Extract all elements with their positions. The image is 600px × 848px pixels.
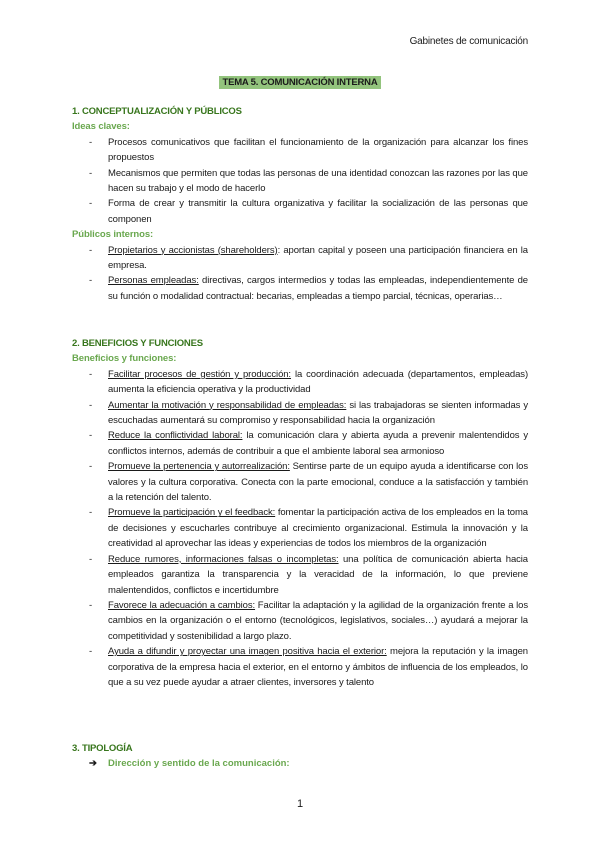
page-number: 1 [296, 798, 304, 810]
list-item [72, 243, 528, 274]
description: la comunicación clara y abierta ayuda a prevenir malentendidos y conflictos internos, además de contribuir a que el ambiente laboral sea armonioso [108, 430, 528, 457]
term: Facilitar procesos de gestión y producción: [108, 368, 291, 380]
list-item [72, 598, 528, 644]
list-item [72, 505, 528, 551]
list-item: - Mecanismos que permiten que todas las personas de una identidad conozcan las razones por las que hacen su trabajo y el modo de hacerlo [72, 166, 528, 197]
term: Reduce rumores, informaciones falsas o incompletas: [108, 553, 339, 565]
description: Facilitar la adaptación y la agilidad de la organización frente a los cambios en la organización o el entorno (tecnológicos, legislativos, sociales…) ayudará a mejorar la competitividad y sostenibilidad a largo plazo. [108, 599, 528, 642]
section-title: 3. TIPOLOGÍA [72, 743, 133, 754]
section-conceptualizacion [72, 104, 528, 304]
section-tipologia [72, 741, 528, 772]
term: Favorece la adecuación a cambios: [108, 599, 256, 611]
subheading-ideas: Ideas claves: [72, 121, 130, 133]
list-item: - Forma de crear y transmitir la cultura organizativa y facilitar la socialización de las personas que componen [72, 196, 528, 227]
list-item: - Procesos comunicativos que facilitan el funcionamiento de la organización para alcanzar los fines propuestos [72, 135, 528, 166]
list-item [72, 459, 528, 505]
description: Sentirse parte de un equipo ayuda a identificarse con los valores y la cultura corporativa. Conecta con la parte emocional, conduce a la satisfacción y también a la retención del talento. [108, 461, 528, 504]
description: mejora la reputación y la imagen corporativa de la empresa hacia el exterior, en el entorno y ámbitos de influencia de los empleados, lo que a su vez puede ayudar a atraer clientes, inversores y talento [108, 646, 528, 688]
term: Promueve la pertenencia y autorrealización: [108, 461, 290, 473]
term: Reduce la conflictividad laboral: [108, 430, 243, 442]
subheading-publicos: Públicos internos: [72, 229, 154, 241]
description: si las trabajadoras se sienten informadas y escuchadas aumentará su compromiso y responsabilidad hacia la organización [108, 399, 528, 427]
term: Promueve la participación y el feedback: [108, 507, 276, 519]
section-title: 1. CONCEPTUALIZACIÓN Y PÚBLICOS [72, 106, 242, 117]
term: Ayuda a difundir y proyectar una imagen positiva hacia el exterior: [108, 646, 387, 658]
description: la coordinación adecuada (departamentos, empleadas) aumenta la eficiencia operativa y la productividad [108, 368, 529, 396]
publicos-list [72, 243, 528, 305]
running-header: Gabinetes de comunicación [409, 36, 528, 47]
term: Aumentar la motivación y responsabilidad de empleadas: [108, 399, 347, 411]
section-title: 2. BENEFICIOS Y FUNCIONES [72, 338, 203, 349]
term: Personas empleadas: [108, 275, 199, 287]
term: Propietarios y accionistas (shareholders) [108, 244, 278, 256]
document-title: TEMA 5. COMUNICACIÓN INTERNA [219, 76, 380, 89]
list-item [72, 398, 528, 429]
list-item [72, 273, 528, 304]
list-item [72, 552, 528, 598]
list-item [72, 428, 528, 459]
arrow-list-item [72, 756, 528, 771]
subheading-beneficios: Beneficios y funciones: [72, 353, 177, 365]
description: aportan capital y poseen una participación financiera en la empresa. [108, 244, 528, 272]
beneficios-list [72, 367, 528, 691]
description: fomentar la participación activa de los empleados en la toma de decisiones y escucharles contribuye al crecimiento organizacional. Estimula la innovación y la creatividad al aprovechar las ideas y experiencias de todos los miembros de la organización [108, 507, 528, 550]
list-item [72, 644, 528, 690]
section-beneficios [72, 336, 528, 690]
description: una política de comunicación abierta hacia empleados garantiza la transparencia y la veracidad de la información, lo que previene malentendidos, conflictos e incertidumbre [108, 553, 528, 596]
ideas-list [72, 135, 528, 227]
arrow-item-text: Dirección y sentido de la comunicación: [108, 758, 290, 770]
list-item [72, 367, 528, 398]
arrow-right-icon: ➔ [89, 758, 97, 770]
description: directivas, cargos intermedios y todas las empleadas, independientemente de su función o modalidad contractual: becarias, empleadas a tiempo parcial, técnicas, operarias… [108, 275, 528, 302]
separator: : [277, 244, 284, 256]
